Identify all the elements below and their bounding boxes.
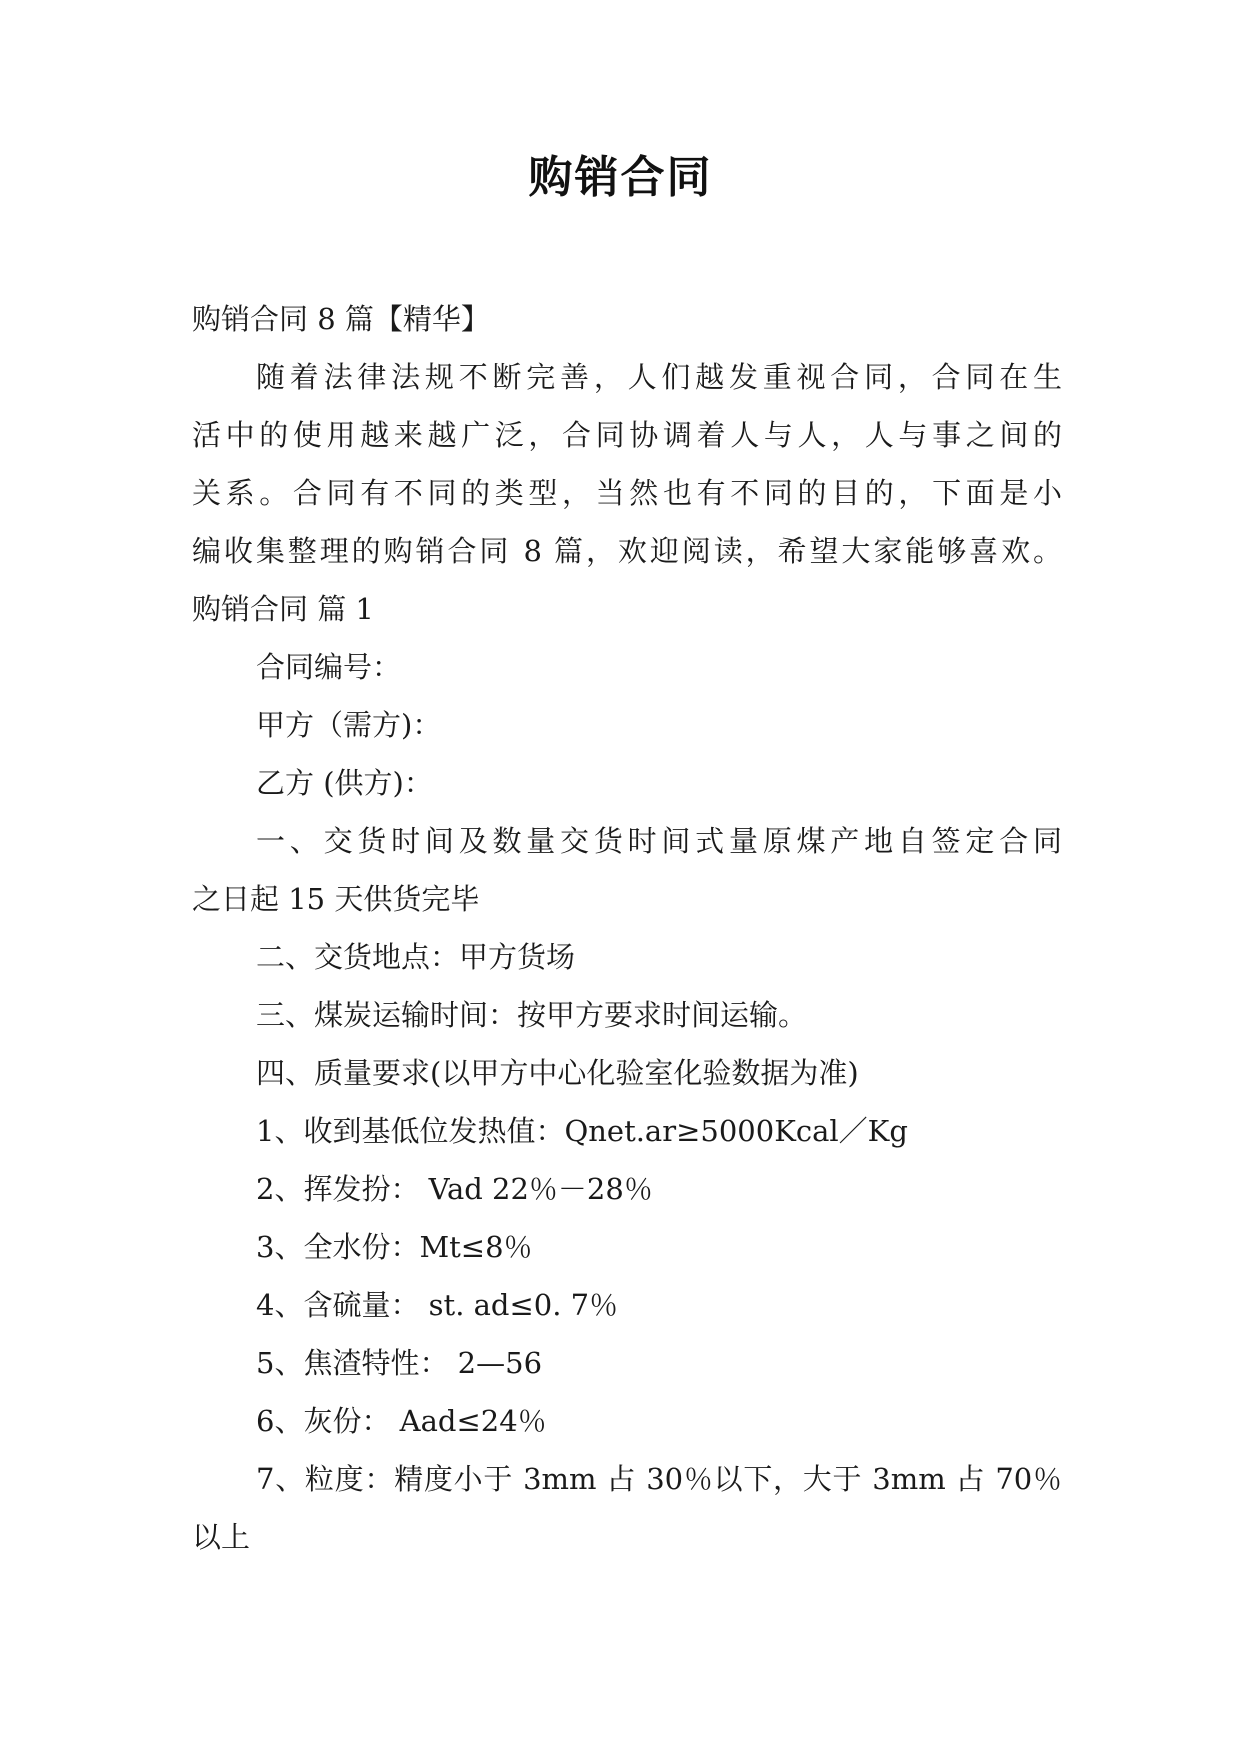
document-line: 3、全水份：Mt≤8％ bbox=[256, 1230, 533, 1264]
document-line: 编收集整理的购销合同 8 篇，欢迎阅读，希望大家能够喜欢。 bbox=[192, 534, 1062, 568]
document-line: 甲方（需方)： bbox=[256, 708, 442, 742]
document-line: 四、质量要求(以甲方中心化验室化验数据为准) bbox=[256, 1056, 859, 1090]
document-line: 6、灰份： Aad≤24％ bbox=[256, 1404, 547, 1438]
document-line: 关系。合同有不同的类型，当然也有不同的目的，下面是小 bbox=[192, 476, 1062, 510]
document-line: 活中的使用越来越广泛，合同协调着人与人，人与事之间的 bbox=[192, 418, 1062, 452]
document-line: 乙方 (供方)： bbox=[256, 766, 433, 800]
document-title: 购销合同 bbox=[528, 152, 713, 203]
document-line: 1、收到基低位发热值：Qnet.ar≥5000Kcal／Kg bbox=[256, 1114, 908, 1148]
document-line: 5、焦渣特性： 2—56 bbox=[256, 1346, 543, 1380]
document-line: 二、交货地点：甲方货场 bbox=[256, 940, 576, 974]
document-line: 购销合同 篇 1 bbox=[192, 592, 374, 626]
document-line: 之日起 15 天供货完毕 bbox=[192, 882, 480, 916]
document-line: 随着法律法规不断完善，人们越发重视合同，合同在生 bbox=[256, 360, 1062, 394]
document-line: 2、挥发扮： Vad 22％－28％ bbox=[256, 1172, 653, 1206]
document-body bbox=[192, 290, 1062, 1566]
document-line: 购销合同 8 篇【精华】 bbox=[192, 302, 490, 336]
document-line: 合同编号： bbox=[256, 650, 402, 684]
document-line: 4、含硫量： st. ad≤0. 7％ bbox=[256, 1288, 619, 1322]
document-line: 三、煤炭运输时间：按甲方要求时间运输。 bbox=[256, 998, 808, 1032]
document-line: 7、粒度：精度小于 3mm 占 30％以下，大于 3mm 占 70％ bbox=[256, 1462, 1062, 1496]
document-line: 以上 bbox=[192, 1520, 251, 1554]
document-line: 一、交货时间及数量交货时间式量原煤产地自签定合同 bbox=[256, 824, 1062, 858]
